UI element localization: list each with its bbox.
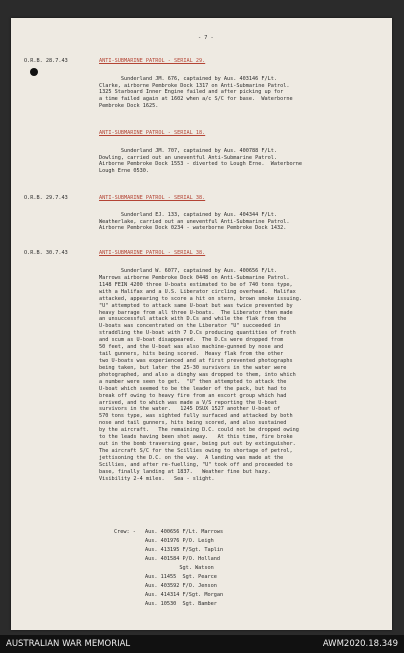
punch-hole <box>30 68 38 76</box>
section-body: Sunderland JM. 707, captained by Aus. 400788 F/Lt. Dowling, carried out an uneventful Anti-Submarine Patrol. Airborne Pembroke Dock 1553 - diverted to Lough Erne. Waterborne Lough Erne 0530. <box>99 148 303 175</box>
crew-member: Aus. 403592 F/O. Jenson <box>145 583 217 589</box>
section-body: Sunderland EJ. 133, captained by Aus. 404344 F/Lt. Weatherlake, carried out an uneventful Anti-Submarine Patrol. Airborne Pembroke Dock 0234 - waterborne Pembroke Dock 1432. <box>99 212 290 232</box>
crew-label: Crew: - <box>114 529 136 535</box>
crew-member: Aus. 10530 Sgt. Bamber <box>145 601 217 607</box>
page-number: - 7 - <box>198 35 214 41</box>
orb-reference: O.R.B. 30.7.43 <box>24 250 68 256</box>
crew-member: Aus. 401976 P/O. Leigh <box>145 538 214 544</box>
section-heading: ANTI-SUBMARINE PATROL - SERIAL 18. <box>99 130 206 136</box>
footer-accession-number: AWM2020.18.349 <box>322 639 398 649</box>
orb-reference: O.R.B. 28.7.43 <box>24 58 68 64</box>
footer-bar <box>0 635 404 653</box>
crew-member: Aus. 11455 Sgt. Pearce <box>145 574 217 580</box>
crew-member: Aus. 413195 F/Sgt. Taplin <box>145 547 224 553</box>
section-body: Sunderland W. 6077, captained by Aus. 400656 F/Lt. Marrows airborne Pembroke Dock 0448 on Anti-Submarine Patrol. 1148 FEIN 4200 three U-boats estimated to be of 740 tons type, with a Halifax and a U.S. Liberator circling overhead. Halifax attacked, appearing to score a hit on stern, brown smoke issuing. "U" attempted to attack same U-boat but was twice prevented by heavy barrage from all three U-boats. The Liberator then made an unsuccessful attack with D.Cs and while the flak from the U-boats was concentrated on the Liberator "U" succeeded in straddling the U-boat with 7 D.Cs producing quantities of froth and scum as U-boat disappeared. The D.Cs were dropped from 50 feet, and the U-boat was also machine-gunned by nose and tail gunners, hits being scored. Heavy flak from the other two U-boats was experienced and at first prevented photographs being taken, but later the 25-30 survivors in the water were photographed, and also a dinghy was dropped to them, into which a number were seen to get. "U" then attempted to attack the U-boat which seemed to be the leader of the pack, but had to break off owing to heavy fire from an escort group which had arrived, and to which was made a V/S reporting the U-boat survivors in the water. 1245 DSUX 1527 another U-boat of 570 tons type, was sighted fully surfaced and attacked by both nose and tail gunners, hits being scored, and also sustained by the aircraft. The remaining D.C. could not be dropped owing to the leads having been shot away. At this time, fire broke out in the bomb traversing gear, being put out by extinguisher. The aircraft S/C for the Scillies owing to shortage of petrol, jettisoning the D.C. on the way. A landing was made at the Scillies, and after re-fuelling, "U" took off and proceeded to base, finally landing at 1837. Weather fine but hazy. Visibility 2-4 miles. Sea - slight. <box>99 268 303 482</box>
crew-member: Sgt. Watson <box>145 565 214 571</box>
section-body: Sunderland JM. 676, captained by Aus. 403146 F/Lt. Clarke, airborne Pembroke Dock 1317 on Anti-Submarine Patrol. 1325 Starboard Inner Engine failed and after picking up for a time failed again at 1602 when a/c S/C for base. Waterborne Pembroke Dock 1625. <box>99 76 293 109</box>
section-heading: ANTI-SUBMARINE PATROL - SERIAL 29. <box>99 58 206 64</box>
crew-member: Aus. 400656 F/Lt. Marrows <box>145 529 224 535</box>
crew-member: Aus. 401584 P/O. Holland <box>145 556 220 562</box>
orb-reference: O.R.B. 29.7.43 <box>24 195 68 201</box>
footer-institution: AUSTRALIAN WAR MEMORIAL <box>6 639 131 649</box>
document-page <box>11 18 392 630</box>
crew-member: Aus. 414314 F/Sgt. Morgan <box>145 592 224 598</box>
section-heading: ANTI-SUBMARINE PATROL - SERIAL 38. <box>99 195 206 201</box>
section-heading: ANTI-SUBMARINE PATROL - SERIAL 38. <box>99 250 206 256</box>
